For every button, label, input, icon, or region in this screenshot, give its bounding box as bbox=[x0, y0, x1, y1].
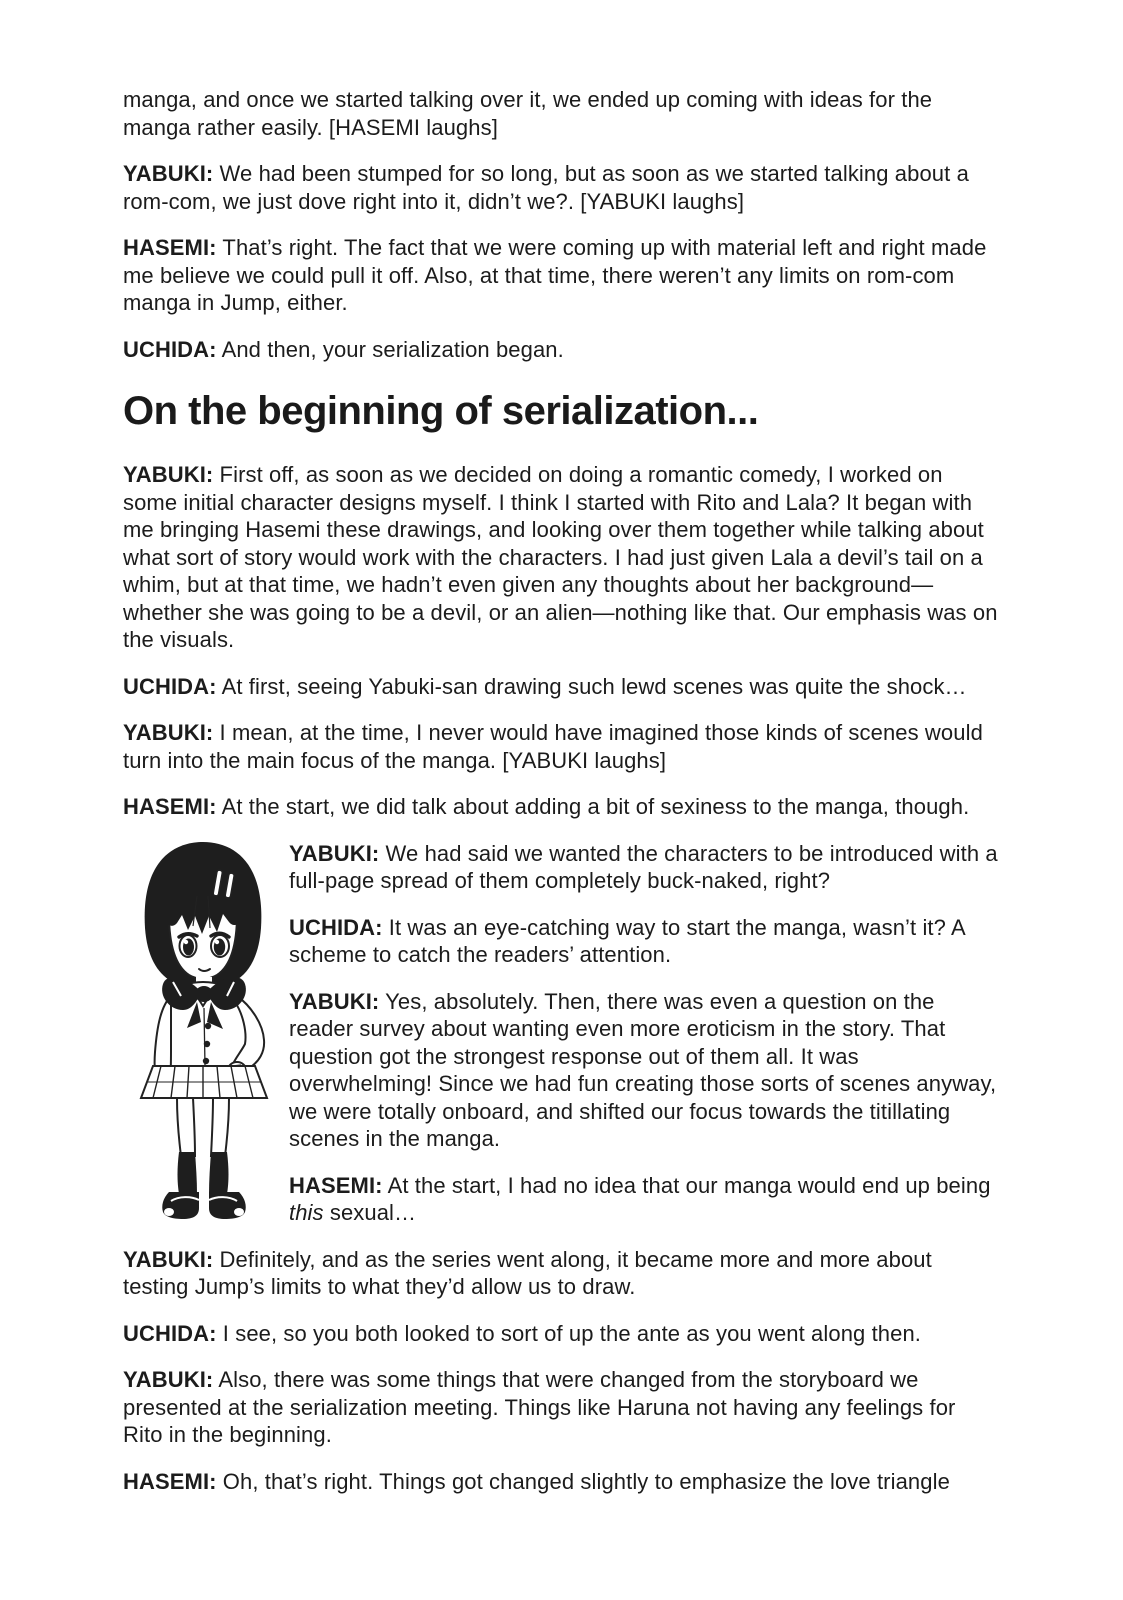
dialogue-text: That’s right. The fact that we were coming up with material left and right made me believe we could pull it off. Also, at that time, there weren’t any limits on rom-com manga in Jump, either. bbox=[123, 235, 987, 315]
dialogue-text: We had been stumped for so long, but as soon as we started talking about a rom-com, we just dove right into it, didn’t we?. [YABUKI laughs] bbox=[123, 161, 969, 214]
speaker-label: HASEMI: bbox=[123, 1468, 217, 1494]
dialogue-paragraph bbox=[123, 160, 1000, 215]
speaker-label: YABUKI: bbox=[123, 1367, 214, 1392]
speaker-label: UCHIDA: bbox=[123, 336, 217, 362]
dialogue-text: Definitely, and as the series went along, it became more and more about testing Jump’s limits to what they’d allow us to draw. bbox=[123, 1246, 932, 1299]
dialogue-text: First off, as soon as we decided on doing a romantic comedy, I worked on some initial character designs myself. I think I started with Rito and Lala? It began with me bringing Hasemi these drawings, and looking over them together while talking about what sort of story would work with the characters. I had just given Lala a devil’s tail on a whim, but at that time, we hadn’t even given any thoughts about her background—whether she was going to be a devil, or an alien—nothing like that. Our emphasis was on the visuals. bbox=[123, 462, 998, 652]
emphasized-word: this bbox=[289, 1200, 324, 1225]
dialogue-with-illustration-section bbox=[123, 840, 1000, 1246]
dialogue-text: I see, so you both looked to sort of up the ante as you went along then. bbox=[216, 1320, 922, 1346]
dialogue-paragraph bbox=[123, 793, 1000, 821]
speaker-label: HASEMI: bbox=[123, 794, 217, 819]
dialogue-paragraph bbox=[289, 988, 1000, 1153]
dialogue-text: At the start, I had no idea that our manga would end up being bbox=[382, 1172, 991, 1198]
dialogue-text: Oh, that’s right. Things got changed slightly to emphasize the love triangle bbox=[216, 1468, 950, 1494]
schoolgirl-character-illustration bbox=[117, 830, 289, 1222]
speaker-label: YABUKI: bbox=[289, 988, 380, 1014]
dialogue-text: And then, your serialization began. bbox=[216, 336, 564, 362]
speaker-label: YABUKI: bbox=[123, 462, 214, 487]
dialogue-paragraph bbox=[289, 1172, 1000, 1227]
dialogue-paragraph bbox=[123, 86, 1000, 141]
speaker-label: YABUKI: bbox=[123, 720, 214, 745]
dialogue-text: Yes, absolutely. Then, there was even a question on the reader survey about wanting even more eroticism in the story. That question got the strongest response out of them all. It was overwhelming! Since we had fun creating those sorts of scenes anyway, we were totally onboard, and shifted our focus towards the titillating scenes in the manga. bbox=[289, 988, 997, 1151]
dialogue-paragraph bbox=[123, 1246, 1000, 1301]
dialogue-paragraph bbox=[123, 1468, 1000, 1496]
speaker-label: YABUKI: bbox=[123, 1246, 214, 1272]
dialogue-text: At first, seeing Yabuki-san drawing such lewd scenes was quite the shock… bbox=[216, 673, 967, 699]
dialogue-text: Also, there was some things that were changed from the storyboard we presented at the serialization meeting. Things like Haruna not having any feelings for Rito in the beginning. bbox=[123, 1367, 956, 1447]
dialogue-paragraph bbox=[123, 1366, 1000, 1449]
dialogue-text: I mean, at the time, I never would have imagined those kinds of scenes would turn into the main focus of the manga. [YABUKI laughs] bbox=[123, 720, 983, 773]
speaker-label: YABUKI: bbox=[123, 161, 214, 186]
dialogue-paragraph bbox=[123, 673, 1000, 701]
speaker-label: YABUKI: bbox=[289, 840, 380, 866]
dialogue-paragraph bbox=[123, 719, 1000, 774]
section-heading: On the beginning of serialization... bbox=[123, 389, 759, 433]
dialogue-paragraph bbox=[123, 461, 1000, 654]
speaker-label: HASEMI: bbox=[289, 1172, 383, 1198]
dialogue-paragraph bbox=[289, 840, 1000, 895]
dialogue-text: At the start, we did talk about adding a bit of sexiness to the manga, though. bbox=[216, 794, 970, 819]
dialogue-text: It was an eye-catching way to start the manga, wasn’t it? A scheme to catch the readers’ attention. bbox=[289, 914, 965, 967]
speaker-label: UCHIDA: bbox=[123, 1320, 217, 1346]
illustration-figure bbox=[117, 830, 289, 1227]
dialogue-paragraph bbox=[123, 336, 1000, 364]
dialogue-paragraph bbox=[123, 1320, 1000, 1348]
dialogue-text: We had said we wanted the characters to be introduced with a full-page spread of them completely buck-naked, right? bbox=[289, 840, 998, 893]
speaker-label: HASEMI: bbox=[123, 235, 217, 260]
dialogue-text: sexual… bbox=[323, 1200, 417, 1225]
speaker-label: UCHIDA: bbox=[123, 673, 217, 699]
dialogue-paragraph bbox=[123, 234, 1000, 317]
speaker-label: UCHIDA: bbox=[289, 914, 383, 940]
dialogue-text: manga, and once we started talking over it, we ended up coming with ideas for the manga rather easily. [HASEMI laughs] bbox=[123, 87, 933, 140]
dialogue-paragraph bbox=[289, 914, 1000, 969]
indented-dialogue-column bbox=[289, 840, 1000, 1246]
